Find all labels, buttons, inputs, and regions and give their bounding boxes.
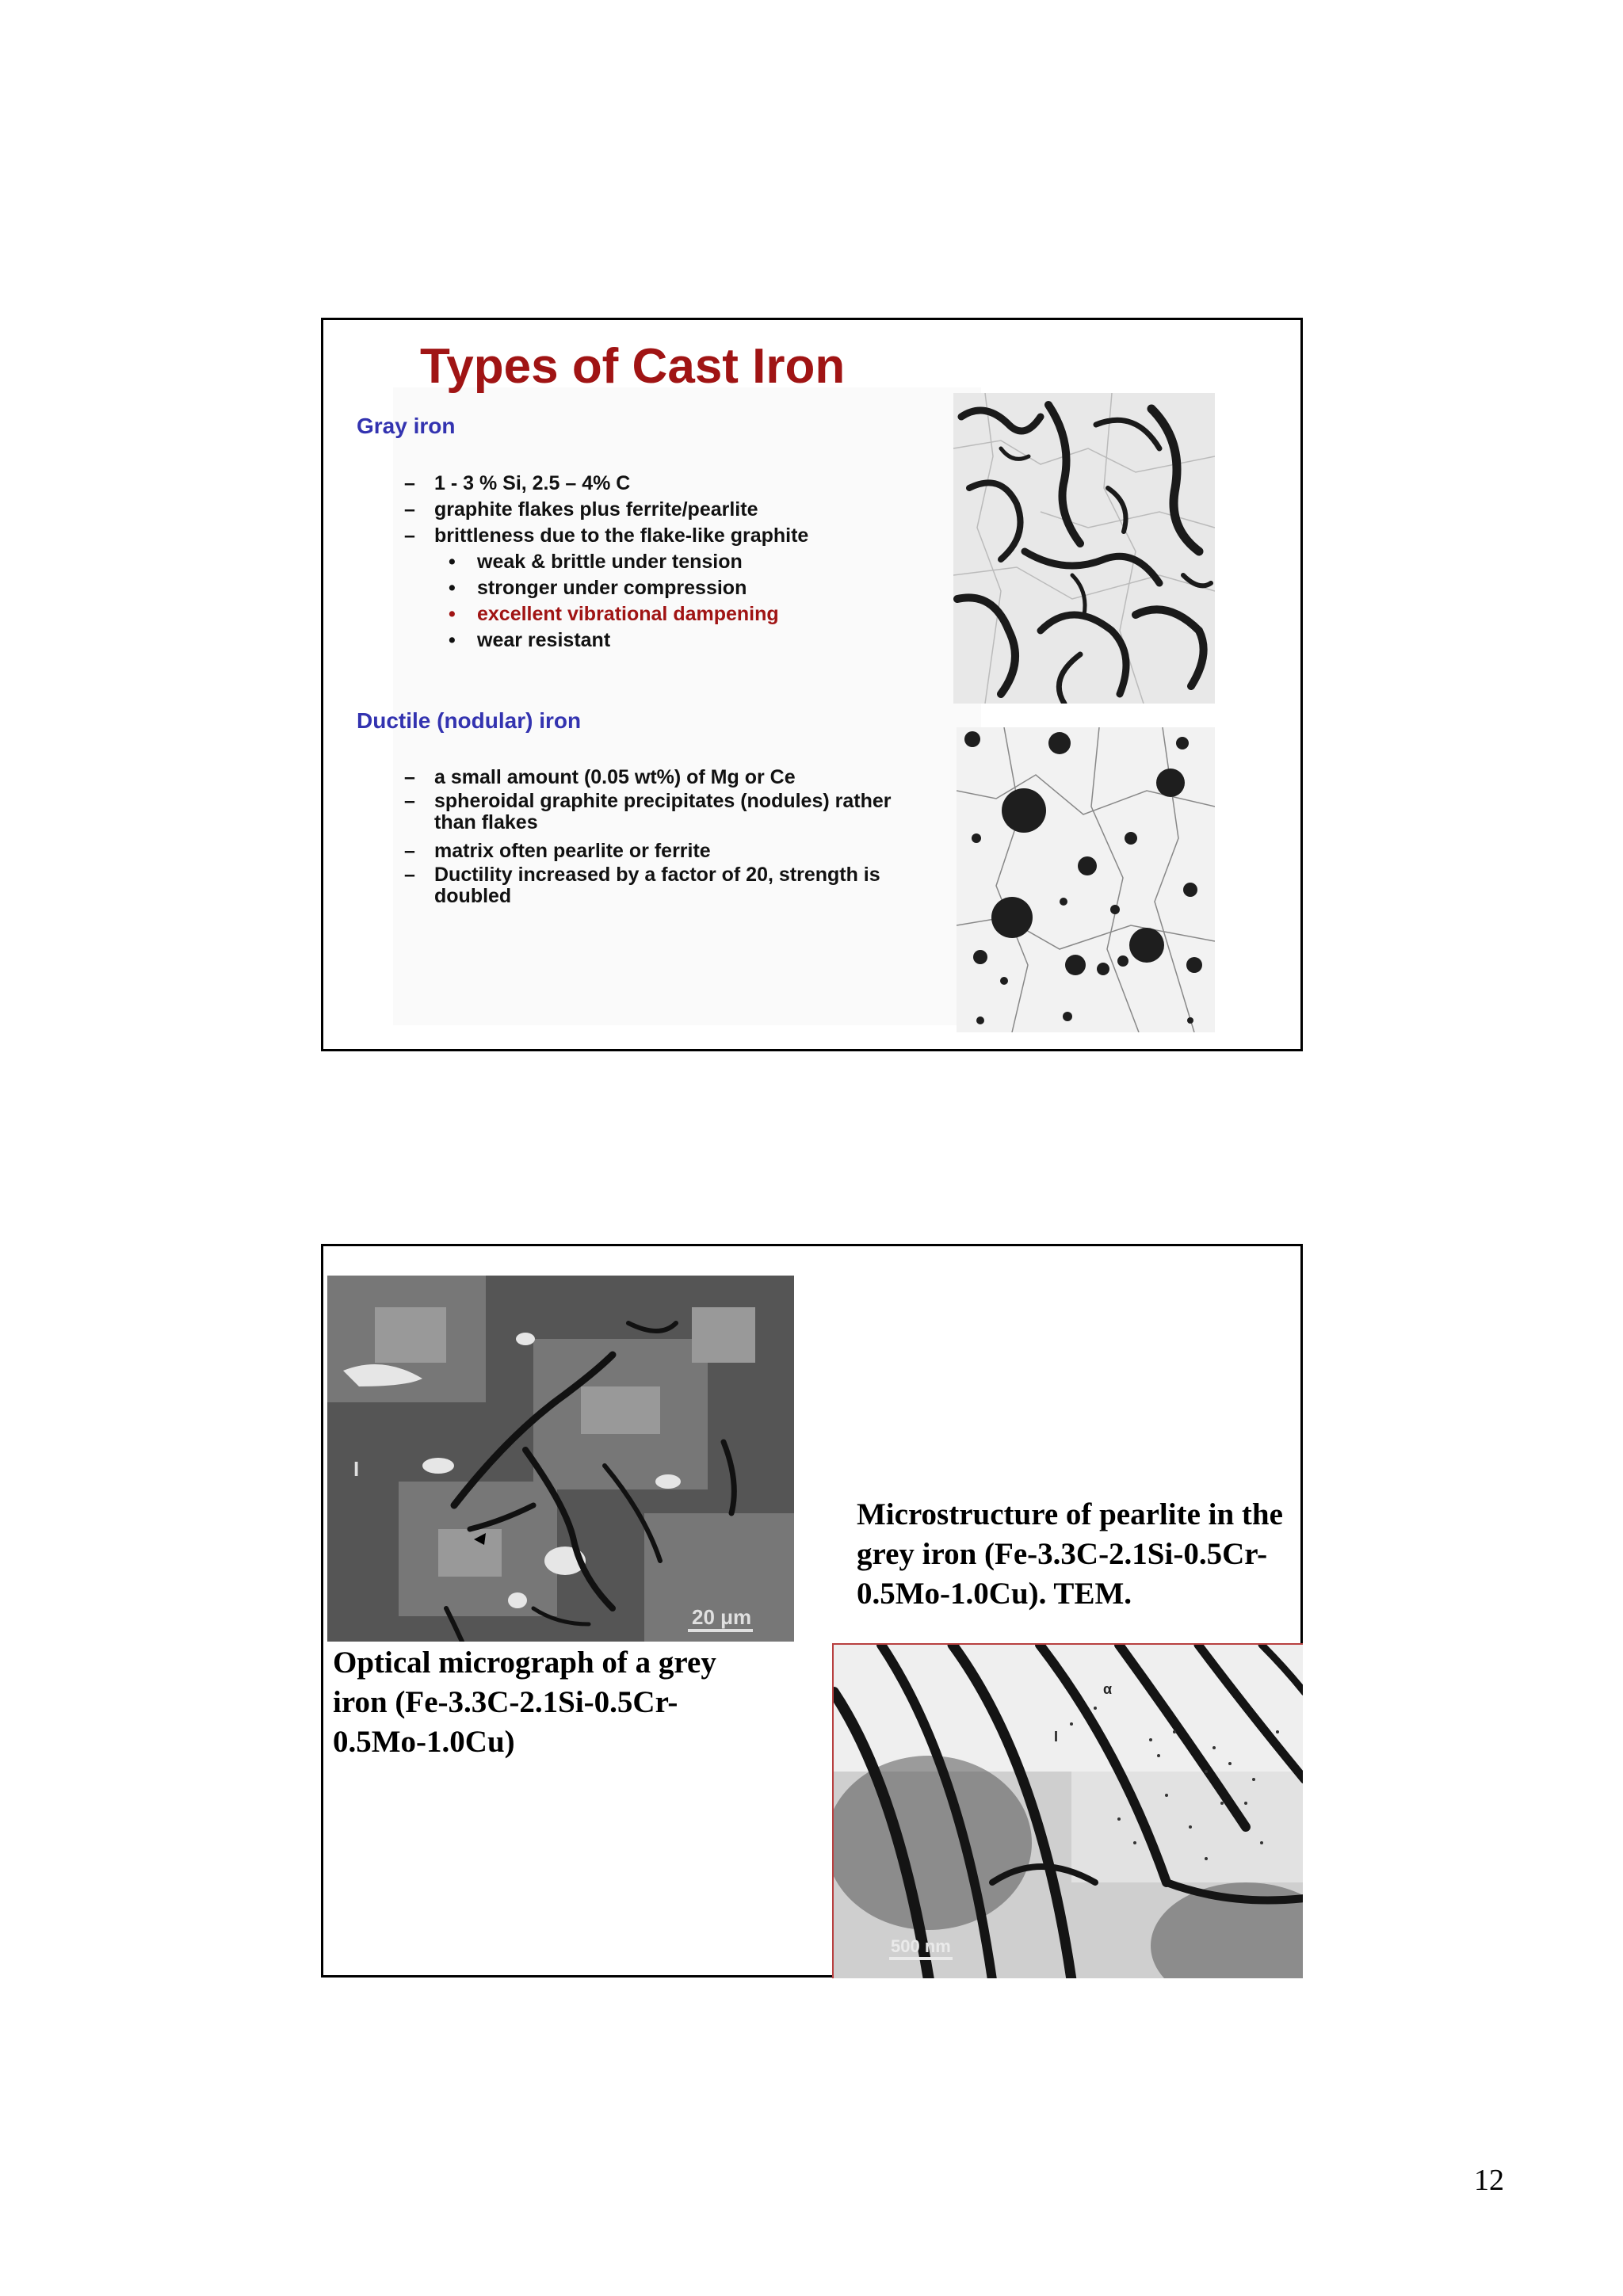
list-item <box>404 523 911 549</box>
bullet-marker: • <box>449 603 456 625</box>
optical-micrograph-image <box>327 1276 794 1642</box>
feature-label: I <box>353 1457 360 1481</box>
tem-label-i: I <box>1054 1729 1059 1745</box>
optical-micrograph <box>327 1276 794 1642</box>
list-item-text: spheroidal graphite precipitates (nodules) rather than flakes <box>434 790 892 833</box>
dash-marker: – <box>404 498 415 521</box>
optical-scale-label: 20 μm <box>692 1605 752 1629</box>
tem-micrograph-image <box>834 1645 1303 1978</box>
list-item-text: excellent vibrational dampening <box>477 603 779 625</box>
graphite-flakes-image <box>953 393 1215 704</box>
list-item-text: stronger under compression <box>477 577 747 599</box>
list-item-text: 1 - 3 % Si, 2.5 – 4% C <box>434 472 631 494</box>
list-item <box>404 471 911 497</box>
sub-list-item <box>404 549 911 575</box>
bullet-marker: • <box>449 629 456 651</box>
list-item-text: weak & brittle under tension <box>477 551 743 573</box>
ductile-iron-list <box>404 765 911 912</box>
sub-list-item <box>404 575 911 601</box>
list-item <box>404 791 911 833</box>
list-item-text: matrix often pearlite or ferrite <box>434 840 711 862</box>
dash-marker: – <box>404 840 415 862</box>
dash-marker: – <box>404 864 415 886</box>
gray-iron-list <box>404 471 911 654</box>
tem-caption: Microstructure of pearlite in the grey iron (Fe-3.3C-2.1Si-0.5Cr-0.5Mo-1.0Cu). TEM. <box>857 1497 1283 1611</box>
gray-iron-micrograph <box>953 393 1215 704</box>
sub-list-item-highlighted <box>404 601 911 627</box>
slide-types-of-cast-iron <box>321 318 1303 1051</box>
dash-marker: – <box>404 766 415 788</box>
list-item-text: brittleness due to the flake-like graphite <box>434 524 809 547</box>
tem-micrograph <box>832 1643 1303 1978</box>
slide-grey-iron-microstructure <box>321 1244 1303 1978</box>
optical-caption: Optical micrograph of a grey iron (Fe-3.3C-2.1Si-0.5Cr-0.5Mo-1.0Cu) <box>333 1646 716 1759</box>
dash-marker: – <box>404 790 415 812</box>
list-item <box>404 864 911 907</box>
tem-scale-label: 500 nm <box>891 1936 951 1956</box>
list-item-text: wear resistant <box>477 629 611 651</box>
bullet-marker: • <box>449 551 456 573</box>
page-number: 12 <box>1474 2164 1504 2197</box>
list-item <box>404 765 911 791</box>
ductile-iron-heading: Ductile (nodular) iron <box>357 708 582 733</box>
ductile-iron-micrograph <box>957 727 1215 1032</box>
dash-marker: – <box>404 472 415 494</box>
gray-iron-heading: Gray iron <box>357 414 456 438</box>
graphite-nodules-image <box>957 727 1215 1032</box>
bullet-marker: • <box>449 577 456 599</box>
sub-list-item <box>404 627 911 654</box>
list-item <box>404 497 911 523</box>
list-item-text: a small amount (0.05 wt%) of Mg or Ce <box>434 766 796 788</box>
scale-bar <box>688 1629 753 1632</box>
slide-title: Types of Cast Iron <box>420 339 846 394</box>
list-item-text: graphite flakes plus ferrite/pearlite <box>434 498 758 521</box>
tem-label-alpha: α <box>1103 1681 1113 1697</box>
scale-bar <box>889 1957 953 1960</box>
list-item <box>404 838 911 864</box>
list-item-text: Ductility increased by a factor of 20, strength is doubled <box>434 864 880 907</box>
dash-marker: – <box>404 524 415 547</box>
